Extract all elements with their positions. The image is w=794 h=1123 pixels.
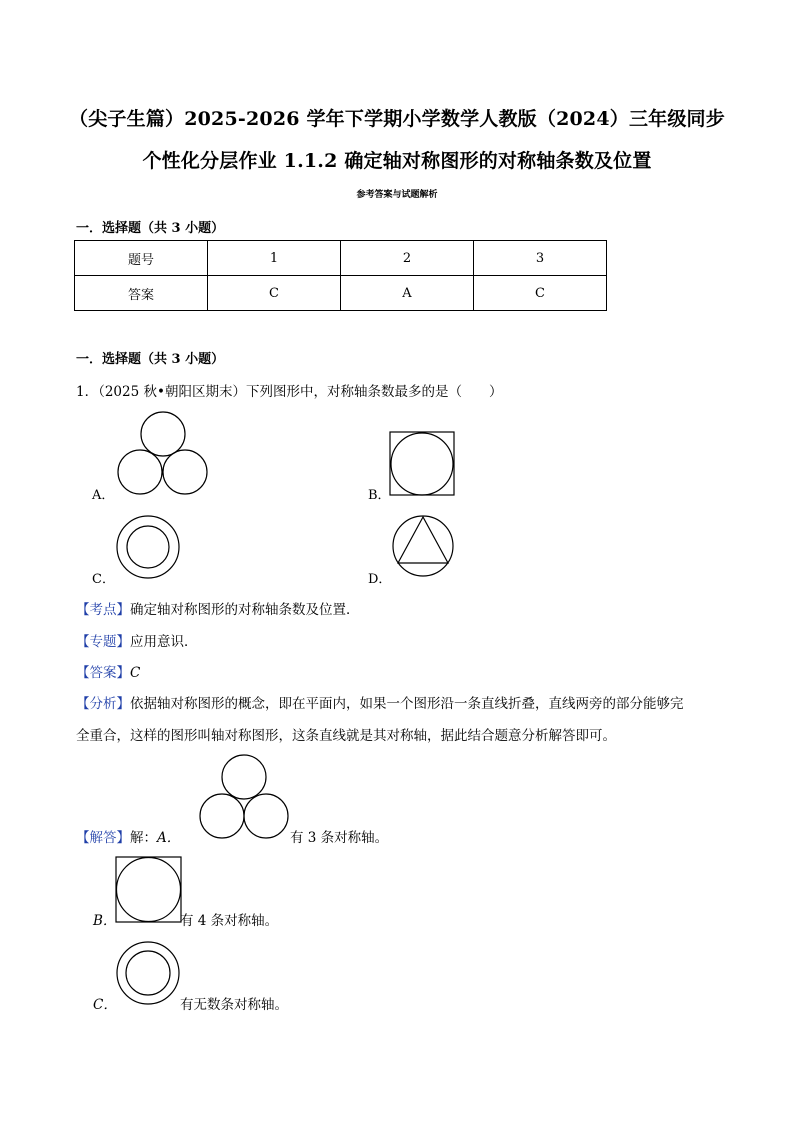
- jieda-b-text: 有 4 条对称轴。: [180, 913, 279, 929]
- fenxi-text-1: 依据轴对称图形的概念，即在平面内，如果一个图形沿一条直线折叠，直线两旁的部分能够完: [130, 696, 684, 712]
- option-b-label: B．: [368, 488, 391, 503]
- table-cell: 3: [474, 241, 607, 276]
- table-row-answers: [75, 276, 607, 311]
- option-a-label: A．: [92, 488, 115, 503]
- zhuanti-line: [76, 630, 198, 650]
- document-subtitle: 参考答案与试题解析: [356, 190, 438, 200]
- table-header-cell: 题号: [75, 241, 208, 276]
- table-cell: C: [208, 276, 341, 311]
- solution-b-circle-in-square-figure: [115, 856, 183, 924]
- fenxi-line1: [76, 692, 684, 712]
- question-1-stem: 1．（2025 秋•朝阳区期末）下列图形中，对称轴条数最多的是（ ）: [76, 384, 503, 400]
- daan-tag: 【答案】: [76, 665, 130, 681]
- option-c-concentric-circles-figure: [116, 515, 182, 581]
- table-row-numbers: [75, 241, 607, 276]
- jieda-c-text: 有无数条对称轴。: [180, 997, 288, 1013]
- table-header-cell: 答案: [75, 276, 208, 311]
- solution-c-concentric-circles-figure: [116, 941, 182, 1007]
- jieda-tag: 【解答】: [76, 830, 130, 846]
- section-heading-answers: 一．选择题（共 3 小题）: [76, 221, 225, 236]
- daan-text: C: [130, 665, 141, 681]
- table-cell: 1: [208, 241, 341, 276]
- daan-line: [76, 661, 140, 681]
- zhuanti-tag: 【专题】: [76, 634, 130, 650]
- fenxi-tag: 【分析】: [76, 696, 130, 712]
- jieda-c-label: C．: [93, 997, 117, 1013]
- fenxi-line2: 全重合，这样的图形叫轴对称图形，这条直线就是其对称轴，据此结合题意分析解答即可。: [76, 728, 616, 744]
- answer-table: [74, 240, 607, 311]
- jieda-a-text: 有 3 条对称轴。: [290, 830, 389, 846]
- option-a-three-circles-figure: [116, 410, 212, 496]
- table-cell: 2: [341, 241, 474, 276]
- table-cell: A: [341, 276, 474, 311]
- document-title-line2: 个性化分层作业 1.1.2 确定轴对称图形的对称轴条数及位置: [142, 150, 652, 172]
- kaodian-text: 确定轴对称图形的对称轴条数及位置．: [130, 602, 360, 618]
- jieda-line-a-left: [76, 826, 180, 846]
- kaodian-line: [76, 598, 360, 618]
- jieda-b-label: B．: [93, 913, 117, 929]
- kaodian-tag: 【考点】: [76, 602, 130, 618]
- document-title-line1: （尖子生篇）2025-2026 学年下学期小学数学人教版（2024）三年级同步: [69, 108, 725, 130]
- option-b-circle-in-square-figure: [389, 431, 457, 497]
- option-c-label: C．: [92, 572, 115, 587]
- table-cell: C: [474, 276, 607, 311]
- option-d-triangle-in-circle-figure: [392, 515, 458, 581]
- zhuanti-text: 应用意识．: [130, 634, 198, 650]
- jieda-a-label: A．: [157, 830, 181, 846]
- option-d-label: D．: [368, 572, 392, 587]
- jieda-prefix: 解：: [130, 830, 157, 846]
- section-heading-questions: 一．选择题（共 3 小题）: [76, 352, 225, 367]
- solution-a-three-circles-figure: [198, 753, 292, 841]
